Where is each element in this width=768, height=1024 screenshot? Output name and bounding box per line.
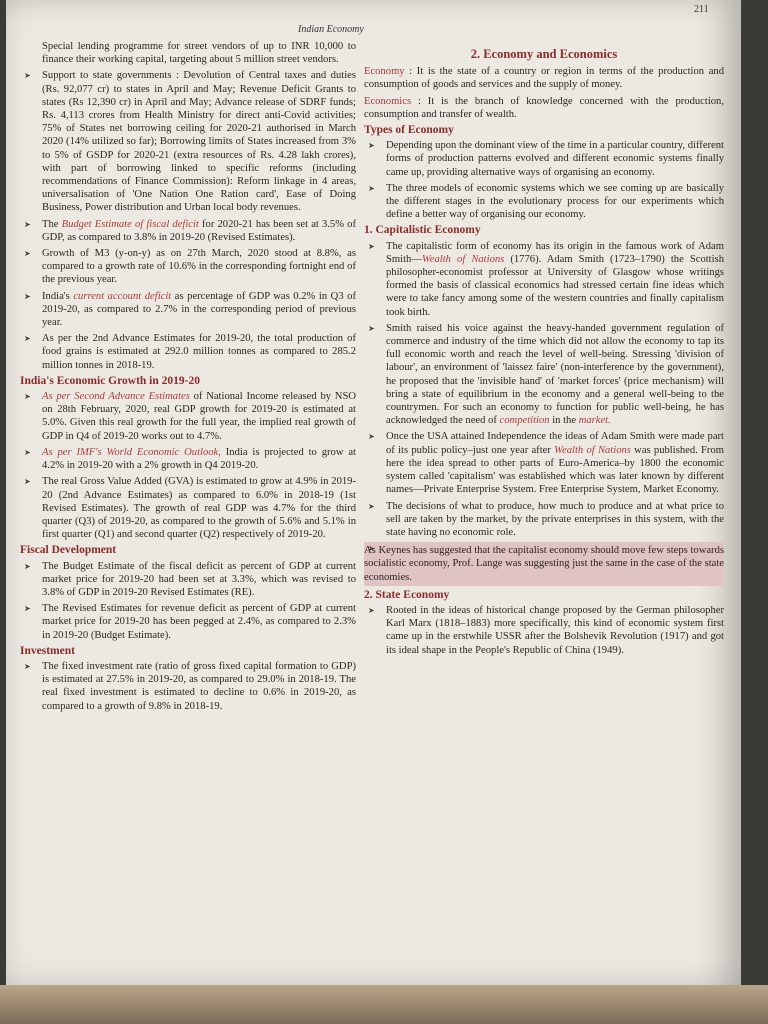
book-page bbox=[6, 0, 741, 1000]
bullet-gva: ➤ The real Gross Value Added (GVA) is estimated to grow at 4.9% in 2019-20 (2nd Advance Estimates) as compared to 6.0% in 2018-19 (1st Revised Estimates). The growth of real GDP was 4.7% for the third quarter (Q3) of 2019-20, as compared to the growth of 5.6% and 5.1% in first quarter (Q1) and second quarter (Q2) respectively of 2019-20. bbox=[20, 475, 356, 541]
heading-fiscal: Fiscal Development bbox=[20, 544, 117, 557]
left-column bbox=[20, 40, 356, 716]
bullet-street-vendors: Special lending programme for street vendors of up to INR 10,000 to finance their working capital, targeting about 5 million street vendors. bbox=[42, 41, 356, 66]
bullet-smith-regulation: ➤ Smith raised his voice against the heavy-handed government regulation of commerce and industry of the time which did not allow the economy to tap its full economic worth and reach the level of well-being. Stressing 'division of labour', an environment of 'laissez faire' (non-interference by the government), he proposed that the 'invisible hand' of 'market forces' (price mechanism) will bring a state of equilibrium in the economy and a general well-being to the countrymen. For such an economy to function for public well-being, he has acknowledged the need of competition in the market. bbox=[364, 322, 724, 428]
bullet-revenue-deficit: ➤ The Revised Estimates for revenue deficit as percent of GDP at current market price for 2019-20 has been pegged at 2.4%, as compared to 2.3% in 2019-20 (Budget Estimate). bbox=[20, 602, 356, 642]
bullet-market-decisions: ➤ The decisions of what to produce, how much to produce and at what price to sell are taken by the market, by the private enterprises in this system, with the state having no economic role. bbox=[364, 500, 724, 540]
definition-economy: Economy : It is the state of a country or region in terms of the production and consumption of goods and services and the supply of money. bbox=[364, 66, 724, 91]
bullet-food-grains: ➤ As per the 2nd Advance Estimates for 2019-20, the total production of food grains is estimated at 292.0 million tonnes as compared to 285.2 million tonnes in 2018-19. bbox=[20, 332, 356, 372]
bullet-usa-independence: ➤ Once the USA attained Independence the ideas of Adam Smith were made part of its public policy–just one year after Wealth of Nations was published. From here the idea spread to other parts of Euro-America–by 1800 the economic system called 'capitalism' was established which was later known by different names—Private Enterprise System. Free Enterprise System, Market Economy. bbox=[364, 430, 724, 496]
bullet-fixed-investment: ➤ The fixed investment rate (ratio of gross fixed capital formation to GDP) is estimated at 27.5% in 2019-20, as compared to 29.0% in 2018-19. The real fixed investment is estimated to decline to 0.6% in 2019-20, as compared to a growth of 9.8% in 2018-19. bbox=[20, 660, 356, 713]
bullet-fiscal-be: ➤ The Budget Estimate of the fiscal deficit as percent of GDP at current market price for 2019-20 had been set at 3.3%, which was revised to 3.8% of GDP in 2019-20 Revised Estimates (RE). bbox=[20, 560, 356, 600]
bullet-keynes-highlight: ➤ As Keynes has suggested that the capitalist economy should move few steps towards socialistic economy, Prof. Lange was suggesting just the same in the case of the state economies. bbox=[364, 542, 724, 586]
heading-types: Types of Economy bbox=[364, 124, 454, 137]
heading-state-economy: 2. State Economy bbox=[364, 588, 450, 601]
bullet-three-models: ➤ The three models of economic systems which we see coming up are basically the different stages in the evolutionary process for our experiments which define a better way of organising our economy. bbox=[364, 182, 724, 222]
bullet-nso-estimates: ➤ As per Second Advance Estimates of National Income released by NSO on 28th February, 2020, real GDP growth for 2019-20 is estimated at 5.0%. Given this real growth for the full year, the implied real growth of GDP in Q4 of 2019-20 works out to 4.7%. bbox=[20, 390, 356, 443]
page-edge bbox=[0, 985, 768, 1024]
bullet-fiscal-deficit: ➤ The Budget Estimate of fiscal deficit for 2020-21 has been set at 3.5% of GDP, as compared to 3.8% in 2019-20 (Revised Estimates). bbox=[20, 218, 356, 244]
heading-investment: Investment bbox=[20, 644, 75, 657]
bullet-state-support: ➤ Support to state governments : Devolution of Central taxes and duties (Rs. 92,077 cr) to states in April and May; Revenue Deficit Grants to states (Rs 12,390 cr) in April and May; Advance release of SDRF funds; Rs. 4,113 crores from Health Ministry for direct anti-Covid activities; 75% of States net borrowing ceiling for 2020-21 authorised in March 2020 (14% utilized so far); Borrowing limits of States increased from 3% to 5% of GSDP for 2020-21 (extra resources of Rs. 4.28 lakh crores), with part of borrowing linked to specific reforms (including recommendations of Finance Commission): Reform linkage in 4 areas, universalisation of 'One Nation One Ration card', Ease of Doing Business, Power distribution and Urban local body revenues. bbox=[20, 69, 356, 214]
bullet-current-account: ➤ India's current account deficit as percentage of GDP was 0.2% in Q3 of 2019-20, as compared to 2.7% in the corresponding period of previous year. bbox=[20, 290, 356, 330]
bullet-karl-marx: ➤ Rooted in the ideas of historical change proposed by the German philosopher Karl Marx (1818–1883) more specifically, this kind of economic system first came up in the erstwhile USSR after the Bolshevik Revolution (1917) and got its ideal shape in the People's Republic of China (1949). bbox=[364, 604, 724, 657]
bullet-adam-smith: ➤ The capitalistic form of economy has its origin in the famous work of Adam Smith—Wealth of Nations (1776). Adam Smith (1723–1790) the Scottish philosopher-economist professor at University of Glasgow whose writings formed the basis of classical economics had stressed certain fine ideas which were to take fancy among some of the western countries and finally capitalism took birth. bbox=[364, 240, 724, 319]
bullet-forms-production: ➤ Depending upon the dominant view of the time in a particular country, different forms of production patterns evolved and different economic systems finally came up, providing alternative ways of organising an economy. bbox=[364, 139, 724, 179]
page-number: 211 bbox=[694, 4, 709, 15]
heading-capitalistic: 1. Capitalistic Economy bbox=[364, 224, 481, 237]
definition-economics: Economics : It is the branch of knowledge concerned with the production, consumption and transfer of wealth. bbox=[364, 95, 724, 120]
right-column bbox=[364, 40, 724, 660]
heading-growth: India's Economic Growth in 2019-20 bbox=[20, 374, 200, 387]
running-head: Indian Economy bbox=[298, 24, 364, 35]
heading-economy-economics: 2. Economy and Economics bbox=[470, 47, 618, 61]
bullet-imf-outlook: ➤ As per IMF's World Economic Outlook, India is projected to grow at 4.2% in 2019-20 with a 2% growth in Q4 2019-20. bbox=[20, 446, 356, 472]
bullet-m3-growth: ➤ Growth of M3 (y-on-y) as on 27th March, 2020 stood at 8.8%, as compared to a growth rate of 10.6% in the corresponding fortnight end of the previous year. bbox=[20, 247, 356, 287]
